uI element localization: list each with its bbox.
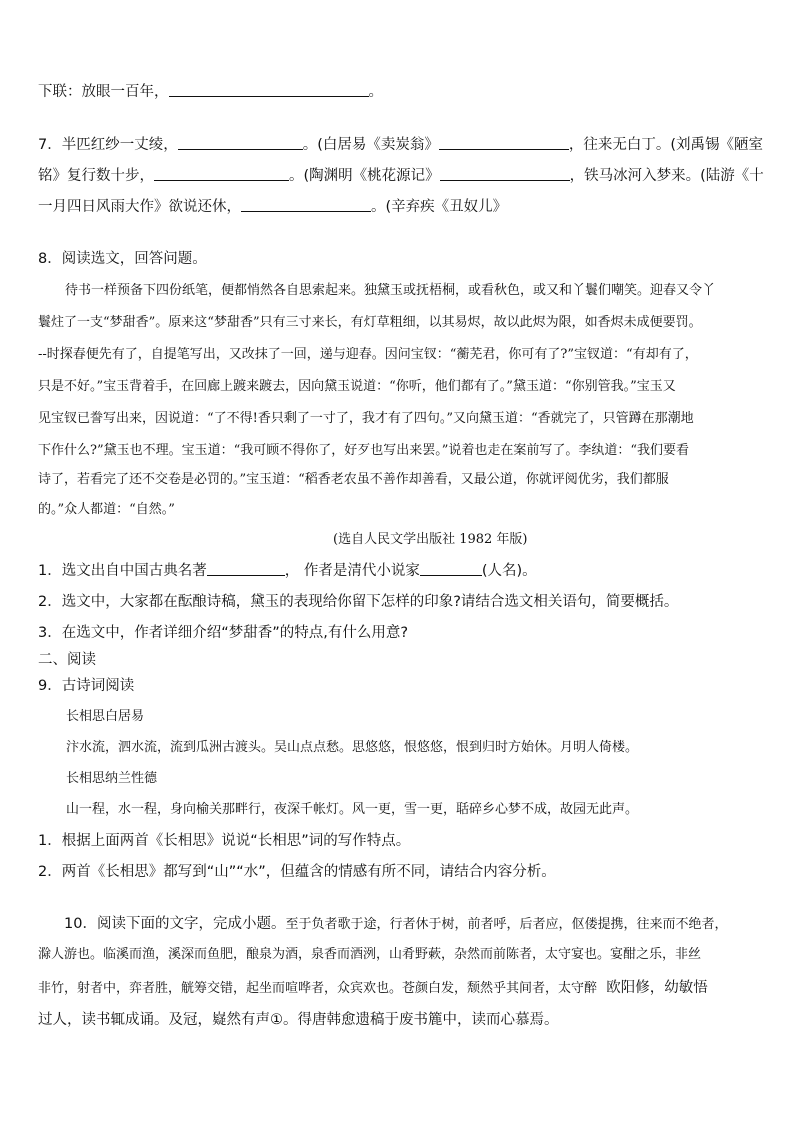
q10-line-3 [38,978,708,999]
passage-line: 的。”众人都道：“自然。” [38,502,175,517]
passage-line: 诗了，若看完了还不交卷是必罚的。”宝玉道：“稻香老农虽不善作却善看，又最公道，你就评阅优劣，我们都服 [38,472,669,487]
answer-blank[interactable] [154,166,289,181]
q8-sub1-text: 1．选文出自中国古典名著 [38,563,207,579]
q10-passage: 欧阳修，幼敏悟 [606,980,708,996]
answer-blank[interactable] [439,135,569,150]
poem1-text: 汴水流，泗水流，流到瓜洲古渡头。吴山点点愁。思悠悠，恨悠悠，恨到归时方始休。月明人倚楼。 [66,740,639,755]
passage-line: 待书一样预备下四份纸笔，便都悄然各自思索起来。独黛玉或抚梧桐，或看秋色，或又和丫鬟们嘲笑。迎春又令丫 [65,283,716,298]
q9-sub1: 1．根据上面两首《长相思》说说“长相思”词的写作特点。 [38,833,411,849]
passage-line: 只是不好。”宝玉背着手，在回廊上踱来踱去，因向黛玉说道：“你听，他们都有了。”黛玉道：“你别管我。”宝玉又 [38,379,676,394]
answer-blank[interactable] [440,166,570,181]
q7-text: 一月四日风雨大作》欲说还休， [38,199,241,215]
q10-passage: 至于负者歌于途，行者休于树，前者呼，后者应，伛偻提携，往来而不绝者， [285,917,728,932]
q10-title: 10．阅读下面的文字，完成小题。 [64,916,286,932]
answer-blank[interactable] [207,561,285,576]
section-heading: 二、阅读 [38,652,96,668]
q10-line-4: 过人，读书辄成诵。及冠，嶷然有声①。得唐韩愈遗稿于废书簏中，读而心慕焉。 [38,1012,559,1028]
q7-text: ，铁马冰河入梦来。(陆游《十 [569,168,764,184]
q10-line-2: 滁人游也。临溪而渔，溪深而鱼肥，酿泉为酒，泉香而酒洌，山肴野蔌，杂然而前陈者，太守宴也。宴酣之乐，非丝 [38,947,702,962]
q7-line-1 [38,135,763,155]
answer-blank[interactable] [241,197,371,212]
q7-text: ，往来无白丁。(刘禹锡《陋室 [568,137,764,153]
q7-line-3 [38,197,507,217]
q8-sub3: 3．在选文中，作者详细介绍“梦甜香”的特点,有什么用意? [38,625,409,641]
q7-text: 铭》复行数十步， [38,168,154,184]
passage-line: 鬟炷了一支“梦甜香”。原来这“梦甜香”只有三寸来长，有灯草粗细，以其易烬，故以此烬为限，如香烬未成便要罚。 [38,315,702,330]
passage-line: 下作什么?”黛玉也不理。宝玉道：“我可顾不得你了，好歹也写出来罢。”说着也走在案前写了。李纨道：“我们要看 [38,443,690,458]
q6-line [38,82,383,102]
passage-line: 见宝钗已誊写出来，因说道：“了不得!香只剩了一寸了，我才有了四句。”又向黛玉道：“香就完了，只管蹲在那潮地 [38,411,694,426]
q7-text: 。(陶渊明《桃花源记》 [289,168,440,184]
q8-sub1 [38,561,537,581]
q8-title: 8．阅读选文，回答问题。 [38,251,207,267]
q8-sub1-text: (人名)。 [481,563,537,579]
poem1-title: 长相思白居易 [66,709,145,724]
answer-blank[interactable] [169,82,369,97]
q7-text: 。(白居易《卖炭翁》 [302,137,439,153]
q9-title: 9．古诗词阅读 [38,678,135,694]
answer-blank[interactable] [178,135,303,150]
q7-text: 7．半匹红纱一丈绫， [38,137,178,153]
q6-end: 。 [368,84,383,100]
q8-sub2: 2．选文中，大家都在酝酿诗稿，黛玉的表现给你留下怎样的印象?请结合选文相关语句，简要概括。 [38,594,679,610]
q9-sub2: 2．两首《长相思》都写到“山”“水”，但蕴含的情感有所不同，请结合内容分析。 [38,864,556,880]
passage-source: (选自人民文学出版社 1982 年版) [333,532,528,547]
answer-blank[interactable] [420,561,482,576]
q6-prefix: 下联：放眼一百年， [38,84,169,100]
q10-line-1 [64,914,727,935]
q7-text: 。(辛弃疾《丑奴儿》 [371,199,508,215]
poem2-title: 长相思纳兰性德 [66,771,158,786]
poem2-text: 山一程，水一程，身向榆关那畔行，夜深千帐灯。风一更，雪一更，聒碎乡心梦不成，故园无此声。 [66,802,639,817]
q7-line-2 [38,166,764,186]
q8-sub1-text: ， 作者是清代小说家 [284,563,420,579]
q10-passage: 非竹，射者中，弈者胜，觥筹交错，起坐而喧哗者，众宾欢也。苍颜白发，颓然乎其间者，太守醉 [38,981,598,996]
passage-line: --时探春便先有了，自提笔写出，又改抹了一回，递与迎春。因问宝钗：“蘅芜君，你可有了?”宝钗道：“有却有了， [38,347,698,362]
